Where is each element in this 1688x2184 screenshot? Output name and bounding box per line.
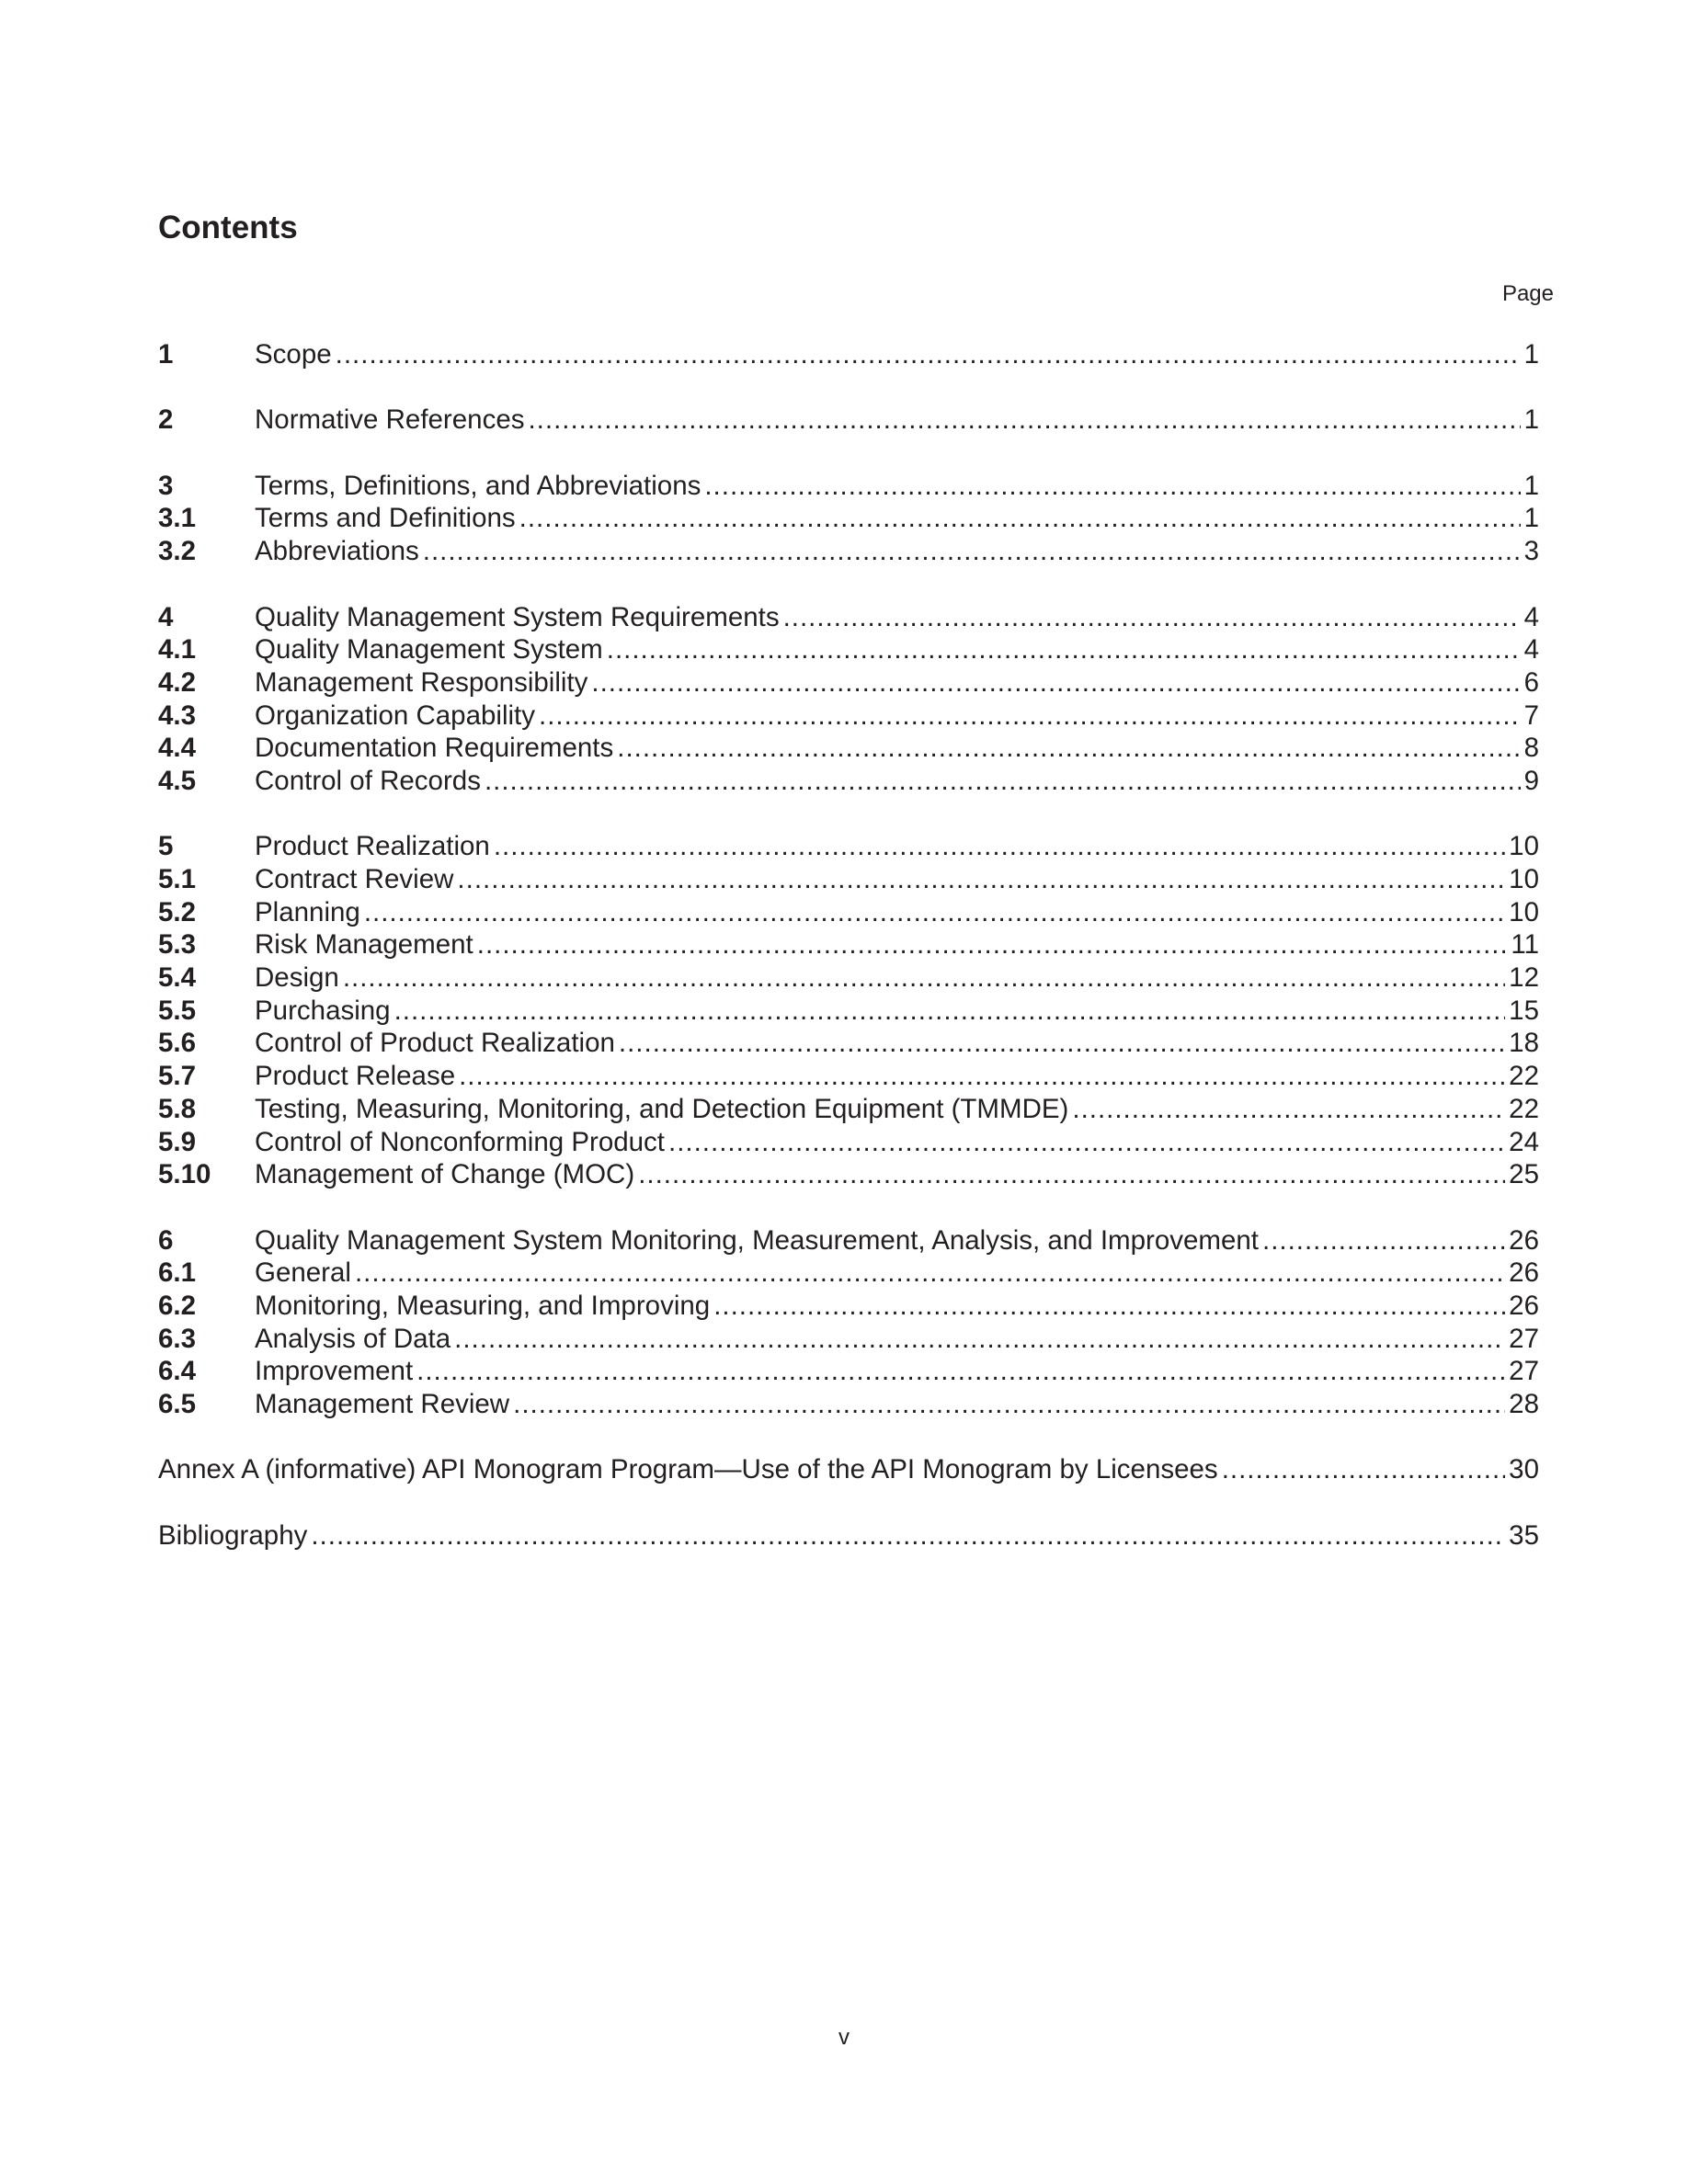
toc-entry-title: Monitoring, Measuring, and Improving — [255, 1290, 711, 1321]
toc-entry[interactable] — [158, 470, 1539, 503]
toc-entry[interactable] — [158, 830, 1539, 863]
toc-entry-title: Risk Management — [255, 929, 473, 961]
dot-leader — [457, 863, 1505, 896]
toc-entry-title: Management Responsibility — [255, 666, 588, 698]
dot-leader — [519, 502, 1521, 535]
toc-entry[interactable] — [158, 633, 1539, 666]
dot-leader — [485, 765, 1521, 798]
toc-entry-page: 3 — [1523, 536, 1539, 567]
toc-entry-page: 26 — [1509, 1290, 1539, 1321]
toc-entry-number: 6 — [158, 1224, 174, 1256]
toc-entry-number: 5.8 — [158, 1093, 197, 1124]
toc-entry-title: Analysis of Data — [255, 1323, 451, 1354]
toc-entry-title: Annex A (informative) API Monogram Program—Use of the API Monogram by Licensees — [158, 1454, 1218, 1485]
dot-leader — [617, 732, 1520, 765]
toc-entry-number: 4.3 — [158, 700, 197, 731]
toc-entry-title: Improvement — [255, 1356, 414, 1387]
dot-leader — [494, 830, 1505, 863]
toc-entry-page: 1 — [1523, 404, 1539, 436]
toc-entry[interactable] — [158, 1224, 1539, 1257]
toc-entry-title: Control of Nonconforming Product — [255, 1126, 666, 1157]
toc-entry-page: 25 — [1509, 1159, 1539, 1190]
toc-entry-title: Product Realization — [255, 831, 490, 862]
dot-leader — [459, 1060, 1505, 1093]
toc-entry-number: 5.3 — [158, 929, 197, 961]
dot-leader — [1262, 1224, 1505, 1257]
toc-entry[interactable] — [158, 961, 1539, 995]
toc-entry-number: 3 — [158, 470, 174, 501]
toc-entry[interactable] — [158, 502, 1539, 535]
toc-entry-title: Control of Product Realization — [255, 1028, 615, 1059]
toc-entry-page: 9 — [1523, 765, 1539, 796]
toc-entry-page: 1 — [1523, 339, 1539, 370]
dot-leader — [591, 666, 1520, 700]
toc-entry-number: 4.5 — [158, 765, 197, 796]
toc-entry[interactable] — [158, 535, 1539, 568]
toc-entry[interactable] — [158, 1158, 1539, 1191]
toc-entry[interactable] — [158, 896, 1539, 929]
toc-entry-title: Quality Management System Monitoring, Measurement, Analysis, and Improvement — [255, 1224, 1259, 1256]
toc-entry-number: 3.2 — [158, 536, 197, 567]
toc-entry[interactable] — [158, 1519, 1539, 1553]
toc-entry-page: 27 — [1509, 1323, 1539, 1354]
dot-leader — [336, 338, 1521, 371]
toc-entry-number: 1 — [158, 339, 174, 370]
toc-entry-page: 27 — [1509, 1356, 1539, 1387]
dot-leader — [311, 1519, 1505, 1553]
toc-entry[interactable] — [158, 404, 1539, 437]
toc-entry-title: Testing, Measuring, Monitoring, and Detection Equipment (TMMDE) — [255, 1093, 1069, 1124]
toc-entry-page: 4 — [1523, 634, 1539, 665]
footer-page-number: v — [838, 2025, 850, 2050]
toc-entry[interactable] — [158, 1453, 1539, 1486]
toc-entry-title: Documentation Requirements — [255, 733, 614, 764]
toc-entry-page: 1 — [1523, 503, 1539, 534]
dot-leader — [619, 1027, 1505, 1060]
toc-entry[interactable] — [158, 765, 1539, 798]
toc-entry[interactable] — [158, 1388, 1539, 1421]
toc-entry[interactable] — [158, 666, 1539, 700]
toc-entry-page: 8 — [1523, 733, 1539, 764]
toc-entry[interactable] — [158, 1323, 1539, 1356]
table-of-contents — [158, 338, 1539, 1552]
page-column-label: Page — [1501, 281, 1554, 306]
dot-leader — [355, 1257, 1505, 1290]
toc-entry-page: 4 — [1523, 601, 1539, 632]
toc-entry-number: 5 — [158, 831, 174, 862]
toc-entry-page: 24 — [1509, 1126, 1539, 1157]
toc-entry[interactable] — [158, 863, 1539, 896]
dot-leader — [364, 896, 1505, 929]
toc-entry-number: 5.10 — [158, 1159, 211, 1190]
toc-entry[interactable] — [158, 995, 1539, 1028]
toc-entry[interactable] — [158, 601, 1539, 634]
toc-entry-page: 1 — [1523, 470, 1539, 501]
toc-entry-title: Scope — [255, 339, 332, 370]
toc-entry-number: 4 — [158, 601, 174, 632]
toc-entry-title: Product Release — [255, 1061, 456, 1092]
toc-entry-number: 5.6 — [158, 1028, 197, 1059]
toc-entry-title: Terms, Definitions, and Abbreviations — [255, 470, 701, 501]
toc-entry[interactable] — [158, 732, 1539, 765]
dot-leader — [783, 601, 1521, 634]
toc-entry-page: 10 — [1509, 896, 1539, 927]
toc-entry-title: Bibliography — [158, 1519, 308, 1551]
toc-entry-number: 6.3 — [158, 1323, 197, 1354]
dot-leader — [668, 1126, 1505, 1159]
toc-entry-page: 26 — [1509, 1224, 1539, 1256]
toc-entry-title: Contract Review — [255, 864, 454, 894]
dot-leader — [454, 1323, 1505, 1356]
dot-leader — [513, 1388, 1505, 1421]
toc-entry-page: 6 — [1523, 666, 1539, 698]
toc-entry-title: Quality Management System Requirements — [255, 601, 780, 632]
toc-entry-title: Terms and Definitions — [255, 503, 516, 534]
toc-entry-title: Planning — [255, 896, 360, 927]
toc-entry-number: 5.7 — [158, 1061, 197, 1092]
dot-leader — [416, 1355, 1505, 1388]
toc-entry-page: 30 — [1509, 1454, 1539, 1485]
toc-entry[interactable] — [158, 1126, 1539, 1159]
toc-entry-number: 4.2 — [158, 666, 197, 698]
dot-leader — [343, 961, 1505, 995]
toc-entry[interactable] — [158, 1257, 1539, 1290]
toc-entry-title: Purchasing — [255, 995, 391, 1026]
toc-entry-title: Normative References — [255, 404, 525, 436]
toc-entry-number: 6.1 — [158, 1257, 197, 1289]
toc-entry-page: 11 — [1511, 929, 1539, 961]
dot-leader — [528, 404, 1520, 437]
toc-entry-title: Quality Management System — [255, 634, 603, 665]
toc-entry-title: Management of Change (MOC) — [255, 1159, 635, 1190]
toc-entry-title: Abbreviations — [255, 536, 419, 567]
toc-entry-number: 6.2 — [158, 1290, 197, 1321]
toc-entry[interactable] — [158, 1093, 1539, 1126]
toc-entry-title: Design — [255, 962, 339, 994]
toc-entry-page: 28 — [1509, 1389, 1539, 1419]
toc-entry-page: 15 — [1509, 995, 1539, 1026]
toc-entry-number: 4.4 — [158, 733, 197, 764]
toc-entry[interactable] — [158, 338, 1539, 371]
dot-leader — [394, 995, 1506, 1028]
toc-entry-title: General — [255, 1257, 351, 1289]
dot-leader — [1072, 1093, 1505, 1126]
page-title: Contents — [158, 210, 298, 245]
toc-entry-page: 18 — [1509, 1028, 1539, 1059]
toc-entry-number: 5.2 — [158, 896, 197, 927]
toc-entry-number: 5.9 — [158, 1126, 197, 1157]
toc-entry-number: 3.1 — [158, 503, 197, 534]
toc-entry-number: 4.1 — [158, 634, 197, 665]
toc-entry-page: 35 — [1509, 1519, 1539, 1551]
toc-entry-page: 22 — [1509, 1093, 1539, 1124]
toc-entry-number: 2 — [158, 404, 174, 436]
toc-entry-number: 6.4 — [158, 1356, 197, 1387]
dot-leader — [477, 928, 1508, 961]
toc-entry-page: 10 — [1509, 864, 1539, 894]
toc-entry-number: 5.4 — [158, 962, 197, 994]
toc-entry[interactable] — [158, 1290, 1539, 1323]
toc-entry-number: 5.5 — [158, 995, 197, 1026]
toc-entry[interactable] — [158, 928, 1539, 961]
toc-entry-page: 26 — [1509, 1257, 1539, 1289]
toc-entry[interactable] — [158, 1027, 1539, 1060]
dot-leader — [607, 633, 1521, 666]
toc-entry[interactable] — [158, 700, 1539, 733]
dot-leader — [713, 1290, 1505, 1323]
dot-leader — [539, 700, 1521, 733]
dot-leader — [1222, 1453, 1505, 1486]
toc-entry-number: 6.5 — [158, 1389, 197, 1419]
toc-entry[interactable] — [158, 1060, 1539, 1093]
toc-entry-title: Organization Capability — [255, 700, 535, 731]
dot-leader — [704, 470, 1520, 503]
toc-entry[interactable] — [158, 1355, 1539, 1388]
toc-entry-number: 5.1 — [158, 864, 197, 894]
toc-entry-page: 7 — [1523, 700, 1539, 731]
dot-leader — [423, 535, 1521, 568]
toc-entry-title: Control of Records — [255, 765, 481, 796]
toc-entry-page: 10 — [1509, 831, 1539, 862]
toc-entry-title: Management Review — [255, 1389, 510, 1419]
dot-leader — [638, 1158, 1505, 1191]
toc-entry-page: 22 — [1509, 1061, 1539, 1092]
toc-entry-page: 12 — [1509, 962, 1539, 994]
